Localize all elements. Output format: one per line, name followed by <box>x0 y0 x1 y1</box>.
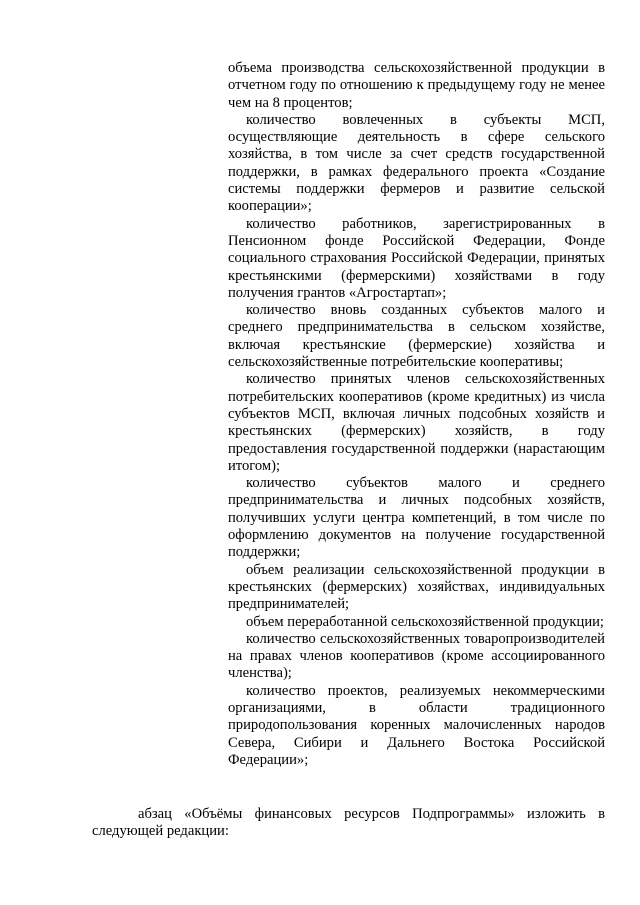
indicator-paragraph: количество вовлеченных в субъекты МСП, осуществляющие деятельность в сфере сельского хозяйства, в том числе за счет средств государственной поддержки, в рамках федерального проекта «Создание системы поддержки фермеров и развитие сельской кооперации»; <box>228 111 605 215</box>
amendment-instruction <box>92 806 605 841</box>
indicator-paragraph: количество субъектов малого и среднего предпринимательства и личных подсобных хозяйств, получивших услуги центра компетенций, в том числе по оформлению документов на получение государственной поддержки; <box>228 475 605 561</box>
amendment-paragraph: абзац «Объёмы финансовых ресурсов Подпрограммы» изложить в следующей редакции: <box>92 806 605 840</box>
indicator-paragraph: количество вновь созданных субъектов малого и среднего предпринимательства в сельском хозяйстве, включая крестьянские (фермерские) хозяйства и сельскохозяйственные потребительские кооперативы; <box>228 302 605 371</box>
indicator-paragraph: объема производства сельскохозяйственной продукции в отчетном году по отношению к предыдущему году не менее чем на 8 процентов; <box>228 60 605 111</box>
indicators-column <box>228 60 605 769</box>
indicator-paragraph: объем переработанной сельскохозяйственной продукции; <box>246 613 604 630</box>
indicator-paragraph: количество принятых членов сельскохозяйственных потребительских кооперативов (кроме кредитных) из числа субъектов МСП, включая личных подсобных хозяйств и крестьянских (фермерских) хозяйств, в году предоставления государственной поддержки (нарастающим итогом); <box>228 371 605 474</box>
indicator-paragraph: количество сельскохозяйственных товаропроизводителей на правах членов кооперативов (кроме ассоциированного членства); <box>228 630 605 682</box>
indicator-paragraph: количество проектов, реализуемых некоммерческими организациями, в области традиционного природопользования коренных малочисленных народов Севера, Сибири и Дальнего Востока Российской Федерации»; <box>228 682 605 768</box>
indicator-paragraph: количество работников, зарегистрированных в Пенсионном фонде Российской Федерации, Фонде социального страхования Российской Федерации, принятых крестьянскими (фермерскими) хозяйствами в году получения грантов «Агростартап»; <box>228 215 605 301</box>
indicator-paragraph: объем реализации сельскохозяйственной продукции в крестьянских (фермерских) хозяйствах, индивидуальных предпринимателей; <box>228 561 605 613</box>
